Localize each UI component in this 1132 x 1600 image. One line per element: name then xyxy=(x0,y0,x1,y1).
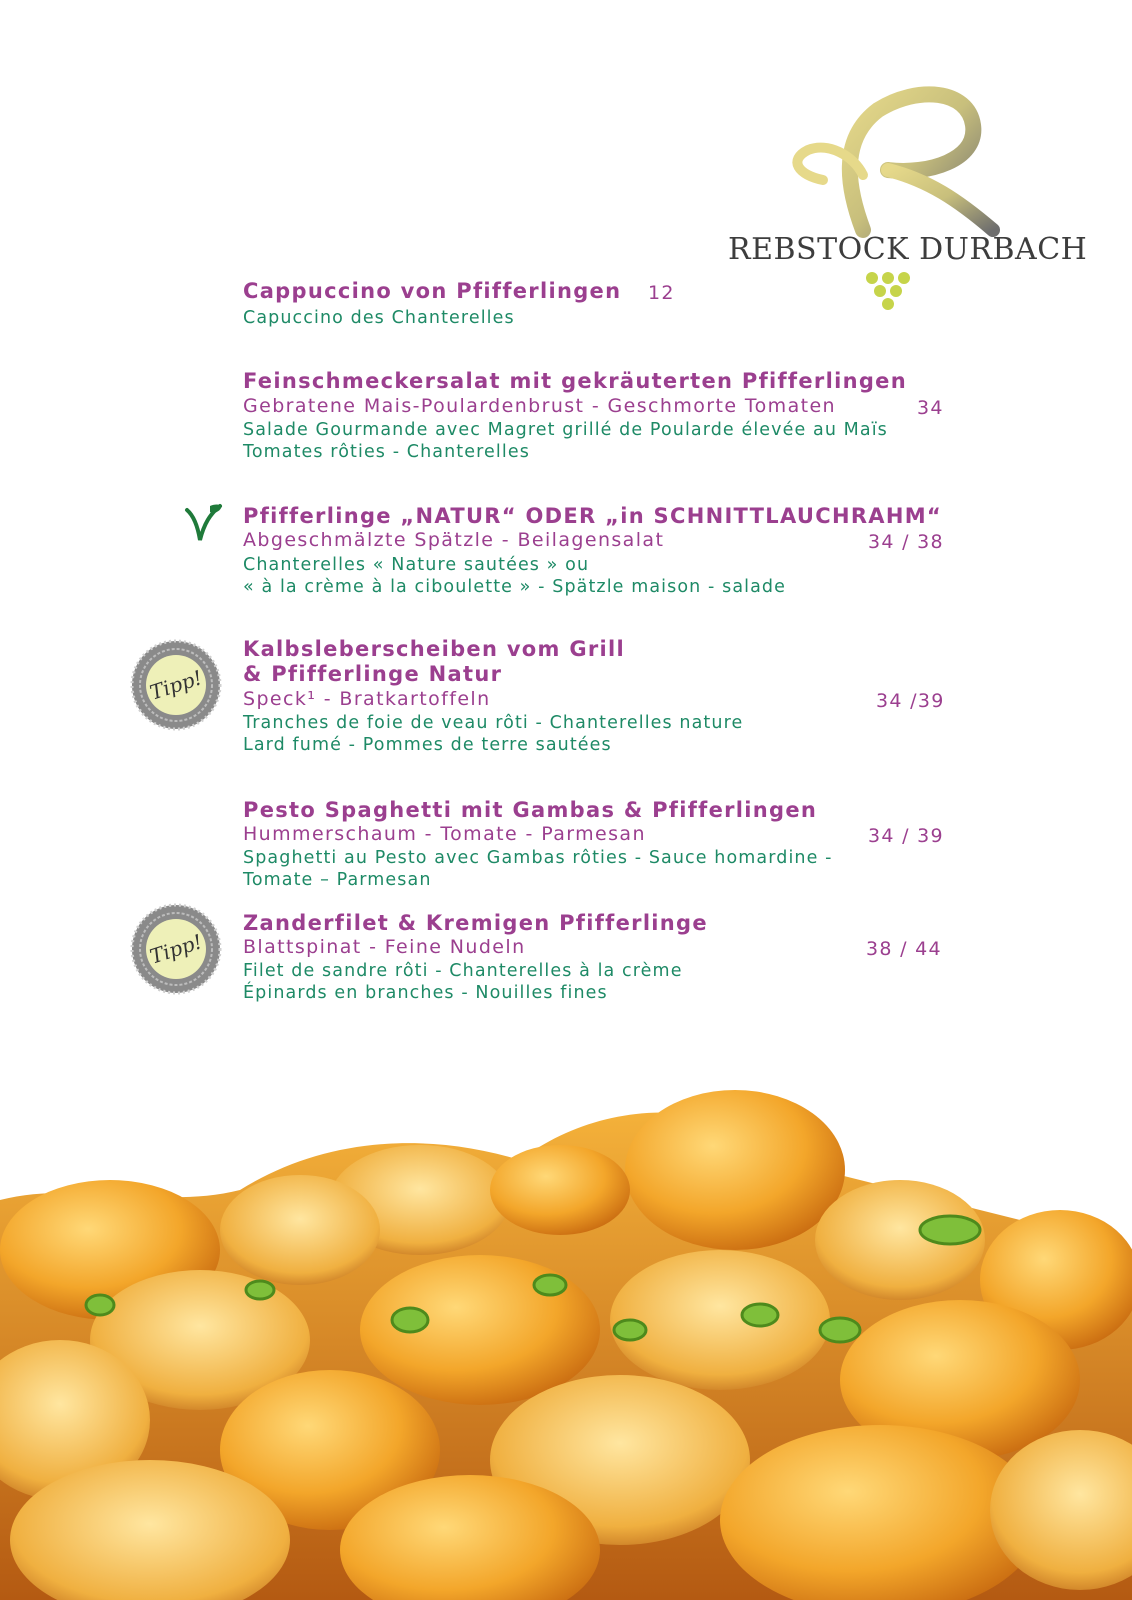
item-title: Pesto Spaghetti mit Gambas & Pfifferlingen xyxy=(243,798,818,822)
item-french-line: Salade Gourmande avec Magret grillé de Poularde élevée au Maïs xyxy=(243,420,888,440)
grapes-icon xyxy=(862,270,914,314)
item-french-line: Tomates rôties - Chanterelles xyxy=(243,442,530,462)
item-french-line: Chanterelles « Nature sautées » ou xyxy=(243,555,590,575)
tipp-label: Tipp! xyxy=(146,665,206,705)
tipp-label: Tipp! xyxy=(146,929,206,969)
item-german-line: Gebratene Mais-Poulardenbrust - Geschmorte Tomaten xyxy=(243,395,837,417)
item-price: 38 / 44 xyxy=(866,938,942,960)
tipp-badge xyxy=(127,636,225,734)
item-price: 34 / 39 xyxy=(868,825,944,847)
chanterelle-photo xyxy=(0,1080,1132,1600)
item-title: Zanderfilet & Kremigen Pfifferlinge xyxy=(243,911,708,935)
item-price: 34 / 38 xyxy=(868,531,944,553)
item-french-line: Épinards en branches - Nouilles fines xyxy=(243,983,608,1003)
item-french-line: Spaghetti au Pesto avec Gambas rôties - Sauce homardine - xyxy=(243,848,833,868)
item-title: Feinschmeckersalat mit gekräuterten Pfifferlingen xyxy=(243,369,907,393)
restaurant-logo xyxy=(728,80,1088,320)
logo-wordmark: REBSTOCK DURBACH xyxy=(728,232,1088,267)
item-french-line: Tomate – Parmesan xyxy=(243,870,432,890)
vegan-icon xyxy=(184,502,224,544)
logo-r-monogram xyxy=(768,80,1008,240)
item-price: 34 xyxy=(917,397,944,419)
tipp-badge xyxy=(127,900,225,998)
item-french-line: Capuccino des Chanterelles xyxy=(243,308,515,328)
item-title: Cappuccino von Pfifferlingen xyxy=(243,279,622,303)
item-german-line: Abgeschmälzte Spätzle - Beilagensalat xyxy=(243,529,665,551)
item-french-line: « à la crème à la ciboulette » - Spätzle maison - salade xyxy=(243,577,787,597)
item-german-line: Blattspinat - Feine Nudeln xyxy=(243,936,526,958)
item-french-line: Filet de sandre rôti - Chanterelles à la crème xyxy=(243,961,683,981)
item-german-line: Hummerschaum - Tomate - Parmesan xyxy=(243,823,646,845)
item-french-line: Lard fumé - Pommes de terre sautées xyxy=(243,735,612,755)
item-french-line: Tranches de foie de veau rôti - Chanterelles nature xyxy=(243,713,744,733)
item-title: Pfifferlinge „NATUR“ ODER „in SCHNITTLAUCHRAHM“ xyxy=(243,504,943,528)
item-title: Kalbsleberscheiben vom Grill xyxy=(243,637,626,661)
item-german-line: Speck¹ - Bratkartoffeln xyxy=(243,688,491,710)
item-price: 34 /39 xyxy=(876,690,945,712)
item-price: 12 xyxy=(648,282,675,304)
item-title: & Pfifferlinge Natur xyxy=(243,662,503,686)
